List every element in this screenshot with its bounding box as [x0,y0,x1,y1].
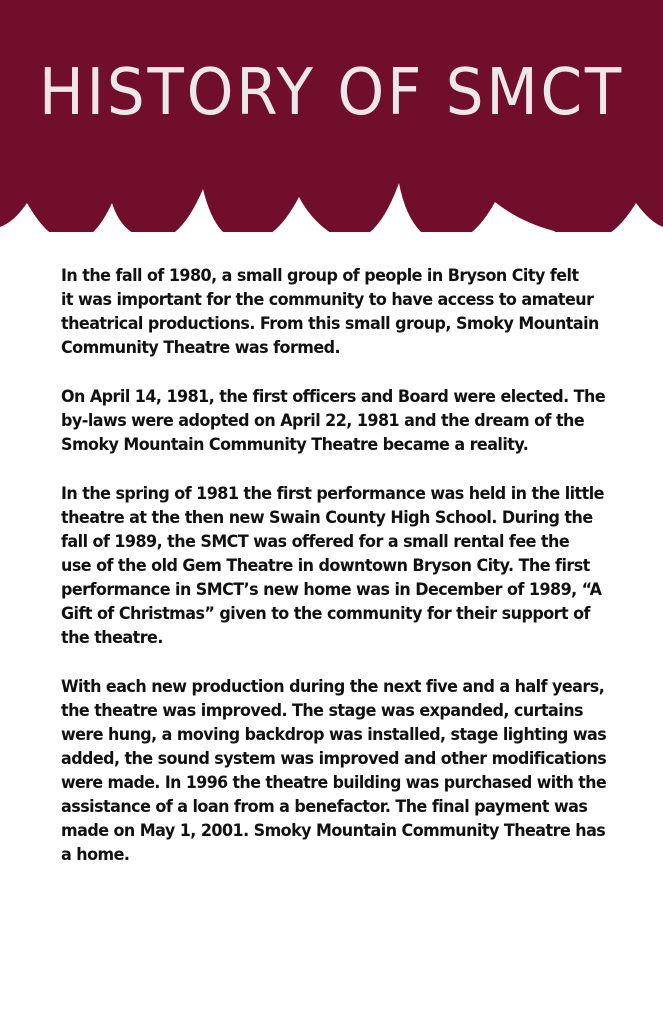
text-line: the theatre. [61,628,163,647]
paragraph-improvements [61,675,621,867]
text-line: were hung, a moving backdrop was installed, stage lighting was [61,725,607,744]
text-line: a home. [61,845,130,864]
history-text [61,264,621,892]
text-line: it was important for the community to have access to amateur [61,290,594,309]
text-line: fall of 1989, the SMCT was offered for a small rental fee the [61,532,570,551]
text-line: Community Theatre was formed. [61,338,341,357]
text-line: In the spring of 1981 the first performance was held in the little [61,484,604,503]
text-line: by-laws were adopted on April 22, 1981 and the dream of the [61,411,585,430]
text-line: Gift of Christmas” given to the community for their support of [61,604,590,623]
text-line: With each new production during the next five and a half years, [61,677,605,696]
text-line: made on May 1, 2001. Smoky Mountain Community Theatre has [61,821,606,840]
text-line: theatre at the then new Swain County High School. During the [61,508,593,527]
text-line: added, the sound system was improved and other modifications [61,749,607,768]
text-line: were made. In 1996 the theatre building was purchased with the [61,773,607,792]
header-banner [0,0,663,232]
text-line: In the fall of 1980, a small group of people in Bryson City felt [61,266,579,285]
paragraph-founding [61,264,621,360]
text-line: assistance of a loan from a benefactor. The final payment was [61,797,588,816]
text-line: use of the old Gem Theatre in downtown Bryson City. The first [61,556,590,575]
paragraph-officers-elected [61,385,621,457]
text-line: On April 14, 1981, the first officers and Board were elected. The [61,387,606,406]
text-line: the theatre was improved. The stage was expanded, curtains [61,701,584,720]
text-line: theatrical productions. From this small group, Smoky Mountain [61,314,599,333]
text-line: performance in SMCT’s new home was in December of 1989, “A [61,580,602,599]
text-line: Smoky Mountain Community Theatre became a reality. [61,435,529,454]
page-title: HISTORY OF SMCT [38,56,625,130]
paragraph-first-performance [61,482,621,650]
